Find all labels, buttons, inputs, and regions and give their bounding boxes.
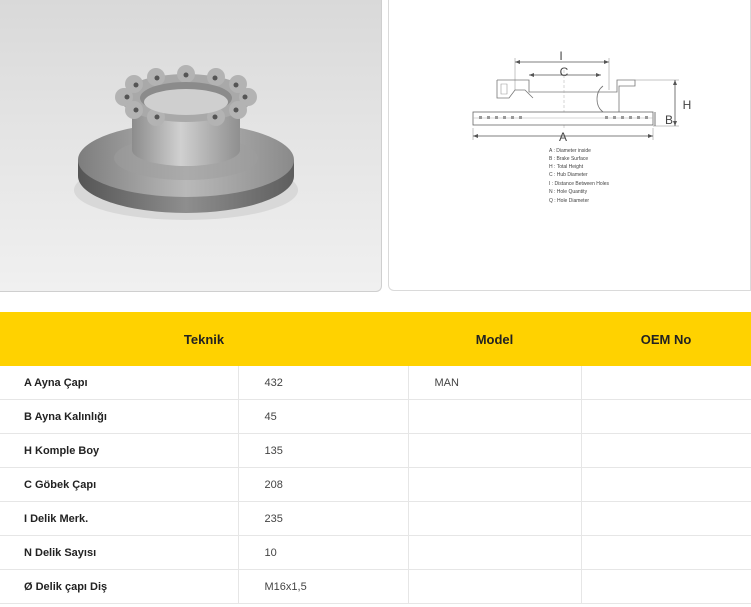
- row-oem: [581, 366, 751, 400]
- diagram-label-h: H: [682, 98, 692, 112]
- row-oem: [581, 434, 751, 468]
- spec-table: [0, 312, 751, 604]
- row-value: 208: [238, 468, 408, 502]
- row-value: 135: [238, 434, 408, 468]
- table-row: [0, 536, 751, 570]
- row-model: [408, 536, 581, 570]
- legend-item: I : Distance Between Holes: [549, 181, 610, 187]
- row-label: C Göbek Çapı: [0, 468, 238, 502]
- dimension-diagram: [389, 0, 751, 291]
- row-value: 432: [238, 366, 408, 400]
- table-row: [0, 468, 751, 502]
- legend-item: Q : Hole Diameter: [549, 198, 590, 204]
- row-model: [408, 502, 581, 536]
- legend-item: B : Brake Surface: [549, 156, 589, 162]
- diagram-label-c: C: [559, 65, 569, 79]
- product-photo-panel: [0, 0, 382, 292]
- row-label: B Ayna Kalınlığı: [0, 400, 238, 434]
- row-model: [408, 468, 581, 502]
- row-label: Ø Delik çapı Diş: [0, 570, 238, 604]
- table-row: [0, 400, 751, 434]
- row-model: [408, 570, 581, 604]
- row-oem: [581, 468, 751, 502]
- header-oem: OEM No: [581, 312, 751, 366]
- row-value: 45: [238, 400, 408, 434]
- table-row: [0, 502, 751, 536]
- row-label: H Komple Boy: [0, 434, 238, 468]
- legend-item: C : Hub Diameter: [549, 172, 588, 178]
- row-model: MAN: [408, 366, 581, 400]
- header-teknik: Teknik: [0, 312, 408, 366]
- row-oem: [581, 400, 751, 434]
- diagram-label-i: I: [559, 49, 563, 63]
- row-label: I Delik Merk.: [0, 502, 238, 536]
- legend-item: H : Total Height: [549, 164, 584, 170]
- header-model: Model: [408, 312, 581, 366]
- row-value: M16x1,5: [238, 570, 408, 604]
- table-row: [0, 366, 751, 400]
- row-value: 10: [238, 536, 408, 570]
- row-model: [408, 434, 581, 468]
- row-model: [408, 400, 581, 434]
- table-row: [0, 434, 751, 468]
- row-label: A Ayna Çapı: [0, 366, 238, 400]
- diagram-label-b: B: [664, 113, 674, 127]
- row-value: 235: [238, 502, 408, 536]
- row-oem: [581, 502, 751, 536]
- row-label: N Delik Sayısı: [0, 536, 238, 570]
- row-oem: [581, 570, 751, 604]
- row-oem: [581, 536, 751, 570]
- table-row: [0, 570, 751, 604]
- legend-item: A : Diameter inside: [549, 148, 591, 154]
- brake-disc-image: [0, 0, 381, 291]
- technical-diagram-panel: [388, 0, 751, 291]
- table-header-row: [0, 312, 751, 366]
- diagram-label-a: A: [558, 130, 568, 144]
- legend-item: N : Hole Quantity: [549, 189, 588, 195]
- diagram-legend: [549, 148, 610, 204]
